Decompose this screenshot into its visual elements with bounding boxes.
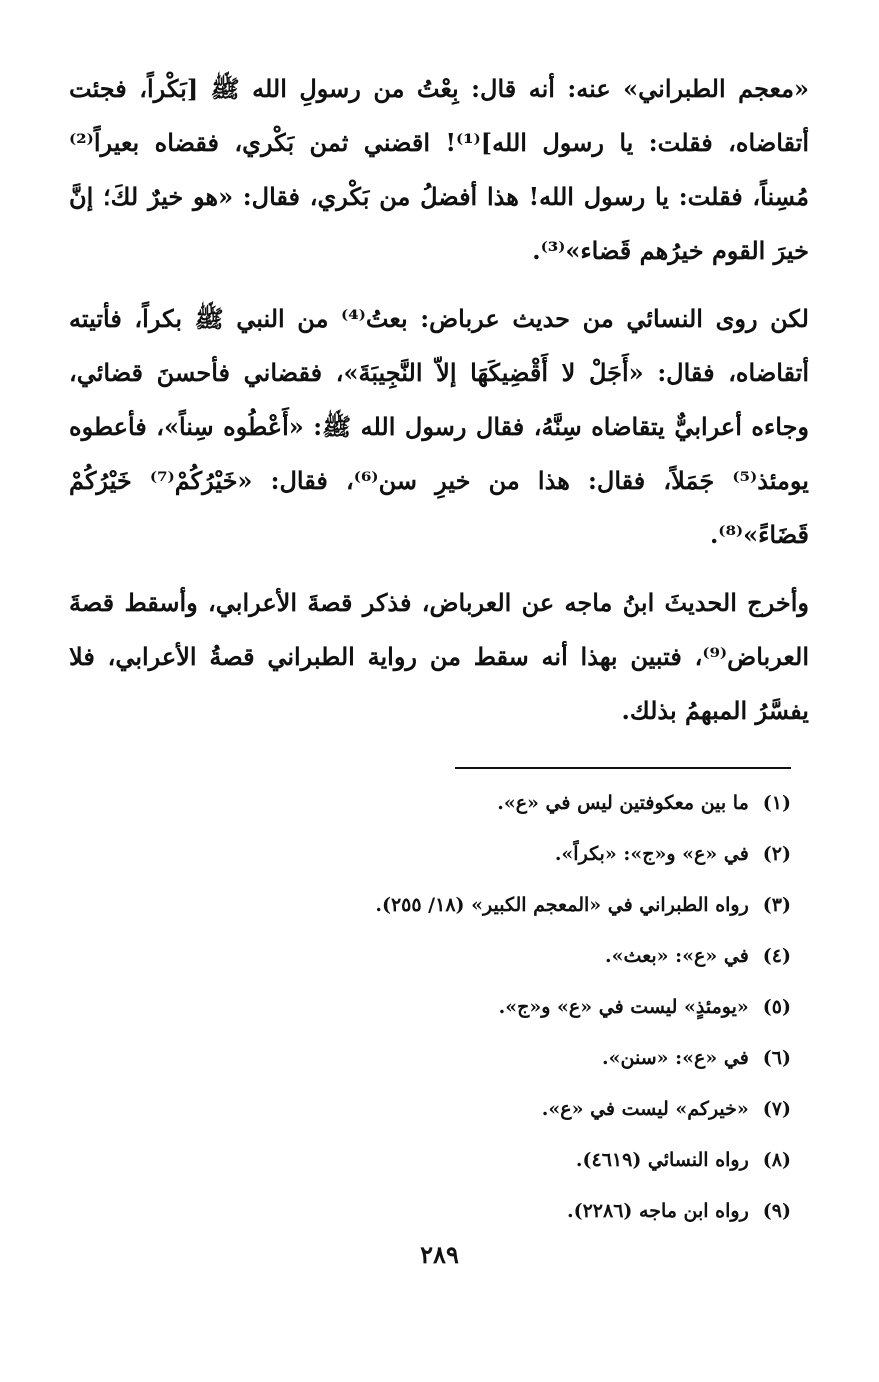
footnote-divider	[455, 767, 791, 769]
footnote-text: في «ع» و«ج»: «بكراً».	[554, 843, 749, 865]
footnote-8	[171, 1143, 791, 1177]
footnote-4	[171, 939, 791, 973]
footnote-text: رواه الطبراني في «المعجم الكبير» (١٨/ ٢٥٥).	[375, 894, 749, 916]
footnotes-list	[171, 786, 791, 1245]
footnote-number: (١)	[762, 792, 791, 814]
paragraph-3: وأخرج الحديثَ ابنُ ماجه عن العرباض، فذكر قصةَ الأعرابي، وأسقط قصةَ العرباض⁽⁹⁾، فتبين بهذا أنه سقط من رواية الطبراني قصةُ الأعرابي، فلا يفسَّرُ المبهمُ بذلك.	[69, 588, 809, 725]
footnote-1	[171, 786, 791, 820]
footnote-5	[171, 990, 791, 1024]
footnote-number: (٢)	[762, 843, 791, 865]
footnote-number: (٣)	[762, 894, 791, 916]
footnote-number: (٥)	[762, 996, 791, 1018]
page-number: ٢٨٩	[420, 1240, 459, 1269]
footnote-number: (٦)	[762, 1047, 791, 1069]
footnote-text: رواه ابن ماجه (٢٢٨٦).	[566, 1200, 749, 1222]
footnote-7	[171, 1092, 791, 1126]
footnote-number: (٨)	[762, 1149, 791, 1171]
paragraph-2: لكن روى النسائي من حديث عرباض: بعتُ⁽⁴⁾ من النبي ﷺ بكراً، فأتيته أتقاضاه، فقال: «أَجَلْ لا أَقْضِيكَهَا إلاّ النَّجِيبَةَ»، فقضاني فأحسنَ قضائي، وجاءه أعرابيٌّ يتقاضاه سِنَّهُ، فقال رسول الله ﷺ: «أَعْطُوه سِناً»، فأعطوه يومئذ⁽⁵⁾ جَمَلاً، فقال: هذا من خيرِ سن⁽⁶⁾، فقال: «خَيْرُكُمْ⁽⁷⁾ خَيْرُكُمْ قَضَاءً»⁽⁸⁾.	[69, 304, 809, 549]
footnote-text: رواه النسائي (٤٦١٩).	[575, 1149, 749, 1171]
footnote-number: (٤)	[762, 945, 791, 967]
footnote-2	[171, 837, 791, 871]
footnote-text: «خيركم» ليست في «ع».	[541, 1098, 749, 1120]
footnote-number: (٧)	[762, 1098, 791, 1120]
footnote-text: في «ع»: «سنن».	[602, 1047, 749, 1069]
footnote-9	[171, 1194, 791, 1228]
footnote-6	[171, 1041, 791, 1075]
footnote-3	[171, 888, 791, 922]
main-text	[69, 62, 809, 752]
footnote-text: ما بين معكوفتين ليس في «ع».	[497, 792, 749, 814]
paragraph-1: «معجم الطبراني» عنه: أنه قال: بِعْتُ من رسولِ الله ﷺ [بَكْراً، فجئت أتقاضاه، فقلت: يا رسول الله]⁽¹⁾! اقضني ثمن بَكْري، فقضاه بعيراً⁽²⁾ مُسِناً، فقلت: يا رسول الله! هذا أفضلُ من بَكْري، فقال: «هو خيرٌ لكَ؛ إنَّ خيرَ القوم خيرُهم قَضاء»⁽³⁾.	[69, 74, 810, 265]
footnote-text: «يومئذٍ» ليست في «ع» و«ج».	[498, 996, 749, 1018]
footnote-text: في «ع»: «بعث».	[605, 945, 749, 967]
footnote-number: (٩)	[762, 1200, 791, 1222]
